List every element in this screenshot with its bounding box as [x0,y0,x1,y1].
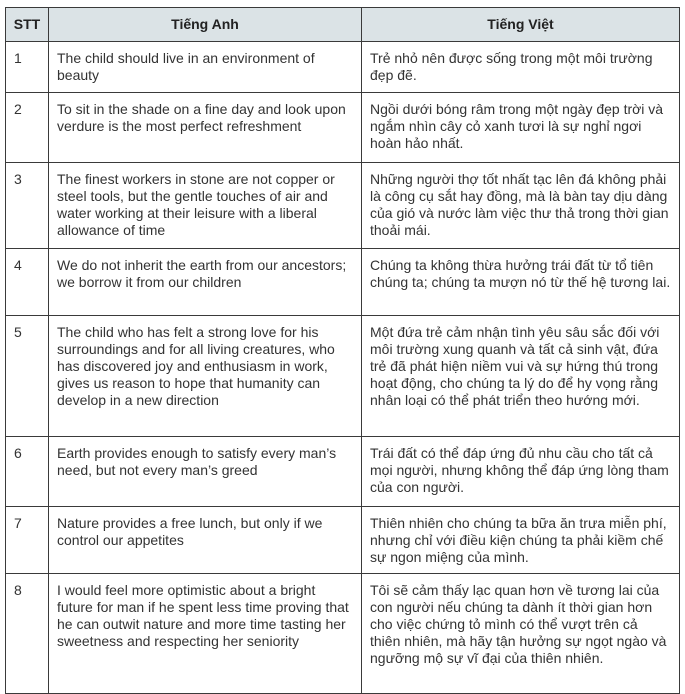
vietnamese-translation: Trẻ nhỏ nên được sống trong một môi trường đẹp đẽ. [362,42,680,93]
vietnamese-translation: Những người thợ tốt nhất tạc lên đá không phải là công cụ sắt hay đồng, mà là bàn tay dịu dàng của gió và nước làm việc thư thả trong thời gian thoải mái. [362,163,680,249]
row-number: 8 [6,574,49,694]
quotes-table [5,7,680,694]
vietnamese-translation: Chúng ta không thừa hưởng trái đất từ tổ tiên chúng ta; chúng ta mượn nó từ thế hệ tương lai. [362,249,680,316]
vietnamese-translation: Ngồi dưới bóng râm trong một ngày đẹp trời và ngắm nhìn cây cỏ xanh tươi là sự nghỉ ngơi hoàn hảo nhất. [362,93,680,163]
row-number: 2 [6,93,49,163]
row-number: 1 [6,42,49,93]
vietnamese-translation: Tôi sẽ cảm thấy lạc quan hơn về tương lai của con người nếu chúng ta dành ít thời gian hơn cho việc chứng tỏ mình có thể vượt trên cả thiên nhiên, mà hãy tận hưởng sự ngọt ngào và ngưỡng mộ sự vĩ đại của thiên nhiên. [362,574,680,694]
table-row [6,316,680,437]
table-row [6,574,680,694]
vietnamese-translation: Một đứa trẻ cảm nhận tình yêu sâu sắc đối với môi trường xung quanh và tất cả sinh vật, đứa trẻ đã phát hiện niềm vui và sự hứng thú trong hoạt động, cho chúng ta lý do để hy vọng rằng nhân loại có thể phát triển theo hướng mới. [362,316,680,437]
table-row [6,507,680,574]
row-number: 5 [6,316,49,437]
table-row [6,93,680,163]
row-number: 7 [6,507,49,574]
english-quote: To sit in the shade on a fine day and look upon verdure is the most perfect refreshment [49,93,362,163]
table-row [6,42,680,93]
english-quote: The child who has felt a strong love for his surroundings and for all living creatures, who has discovered joy and enthusiasm in work, gives us reason to hope that humanity can develop in a new direction [49,316,362,437]
vietnamese-translation: Thiên nhiên cho chúng ta bữa ăn trưa miễn phí, nhưng chỉ với điều kiện chúng ta phải kiềm chế sự ngon miệng của mình. [362,507,680,574]
english-quote: The finest workers in stone are not copper or steel tools, but the gentle touches of air and water working at their leisure with a liberal allowance of time [49,163,362,249]
english-quote: Earth provides enough to satisfy every man’s need, but not every man’s greed [49,437,362,507]
table-row [6,249,680,316]
table-row [6,437,680,507]
english-quote: Nature provides a free lunch, but only if we control our appetites [49,507,362,574]
header-english: Tiếng Anh [49,8,362,42]
header-row [6,8,680,42]
english-quote: I would feel more optimistic about a bright future for man if he spent less time proving that he can outwit nature and more time tasting her sweetness and respecting her seniority [49,574,362,694]
english-quote: We do not inherit the earth from our ancestors; we borrow it from our children [49,249,362,316]
row-number: 6 [6,437,49,507]
english-quote: The child should live in an environment of beauty [49,42,362,93]
row-number: 4 [6,249,49,316]
header-stt: STT [6,8,49,42]
table-row [6,163,680,249]
header-vietnamese: Tiếng Việt [362,8,680,42]
row-number: 3 [6,163,49,249]
vietnamese-translation: Trái đất có thể đáp ứng đủ nhu cầu cho tất cả mọi người, nhưng không thể đáp ứng lòng tham của con người. [362,437,680,507]
